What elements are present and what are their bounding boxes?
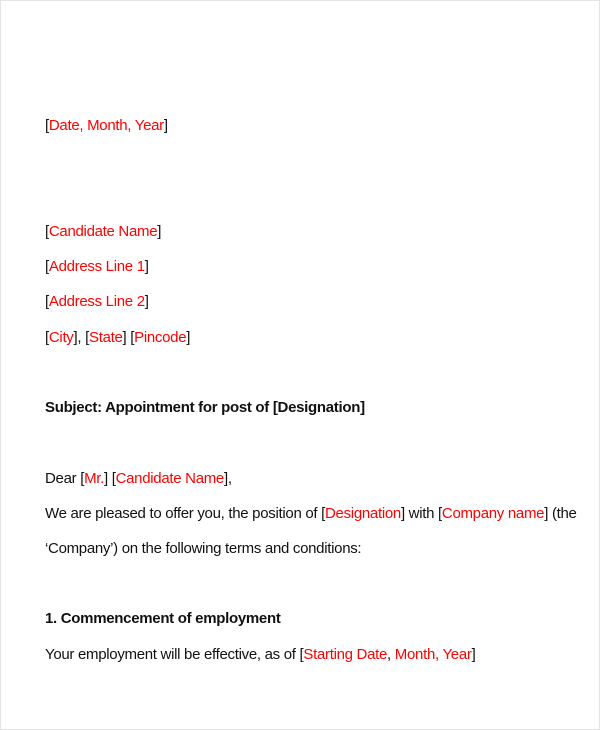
title-placeholder: Mr. — [84, 470, 104, 487]
recipient-name-line: [Candidate Name] — [45, 223, 162, 240]
pincode-placeholder: Pincode — [134, 329, 187, 346]
month-year-placeholder: Month, Year — [394, 646, 472, 663]
intro-text: We are pleased to offer you, the position of — [45, 505, 322, 522]
intro-line-2: ‘Company’) on the following terms and conditions: — [45, 540, 362, 557]
intro-text: with — [404, 505, 439, 522]
address-line-1: [Address Line 1] — [45, 258, 149, 275]
company-placeholder: Company name — [441, 505, 545, 522]
city-placeholder: City — [48, 329, 74, 346]
designation-placeholder: Designation — [325, 505, 401, 522]
date-placeholder: Date, Month, Year — [48, 117, 164, 134]
intro-line-1: We are pleased to offer you, the position of [Designation] with [Company name] (the — [45, 505, 577, 522]
intro-text: (the — [548, 505, 577, 522]
address1-placeholder: Address Line 1 — [48, 258, 145, 275]
date-line: [Date, Month, Year] — [45, 117, 168, 134]
address-line-2: [Address Line 2] — [45, 293, 149, 310]
greeting-name-placeholder: Candidate Name — [115, 470, 224, 487]
subject-line: Subject: Appointment for post of [Designation] — [45, 399, 365, 416]
greeting-line: Dear [Mr.] [Candidate Name], — [45, 470, 232, 487]
candidate-name-placeholder: Candidate Name — [48, 223, 158, 240]
greeting-prefix: Dear — [45, 470, 81, 487]
city-state-line: [City], [State] [Pincode] — [45, 329, 191, 346]
state-placeholder: State — [89, 329, 123, 346]
section-body: Your employment will be effective, as of — [45, 646, 300, 663]
start-date-placeholder: Starting Date — [303, 646, 388, 663]
address2-placeholder: Address Line 2 — [48, 293, 145, 310]
greeting-suffix: , — [227, 470, 232, 487]
section-text: Your employment will be effective, as of [Starting Date, Month, Year] — [45, 646, 476, 663]
section-heading: 1. Commencement of employment — [45, 610, 281, 627]
